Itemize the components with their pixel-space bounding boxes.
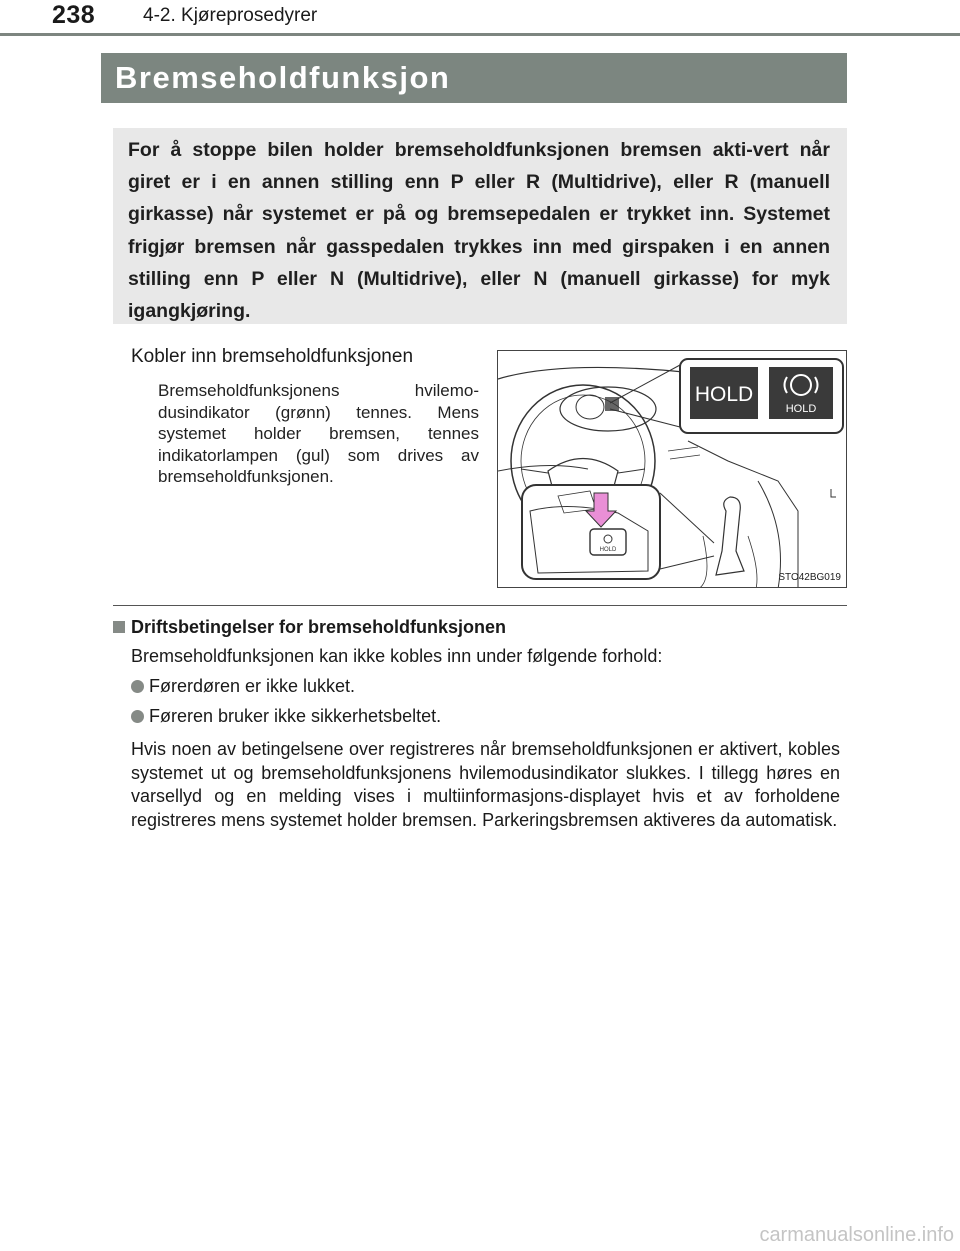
- watermark: carmanualsonline.info: [759, 1224, 954, 1246]
- leader-line-top-a: [610, 365, 680, 403]
- dot-bullet-icon: [131, 710, 144, 723]
- dot-bullet-icon: [131, 680, 144, 693]
- seat-outline: [758, 481, 781, 588]
- engage-heading: Kobler inn bremseholdfunksjonen: [131, 346, 414, 367]
- center-console: [688, 441, 798, 588]
- section-divider: [113, 605, 847, 606]
- intro-box: [113, 128, 847, 324]
- hold-symbol-label: HOLD: [785, 403, 817, 415]
- section-title: Bremseholdfunksjon: [101, 53, 847, 103]
- square-bullet-icon: [113, 621, 125, 633]
- leader-line-bottom-a: [660, 493, 714, 543]
- vent-lines: [668, 447, 700, 459]
- intro-text: For å stoppe bilen holder bremseholdfunksjonen bremsen akti-vert når giret er i en annen stilling enn P eller R (Multidrive), eller R (manuell girkasse) når systemet er på og bremsepedalen er trykket inn. Systemet frigjør bremsen når gasspedalen trykkes inn med girspaken i en annen stilling enn P eller N (Multidrive), eller N (manuell girkasse) for myk igangkjøring.: [128, 139, 830, 323]
- illustration-ref-code: STO42BG019: [778, 572, 841, 583]
- conditions-title: [113, 617, 506, 638]
- hold-switch-label: HOLD: [599, 547, 617, 553]
- condition-item-text: Førerdøren er ikke lukket.: [149, 676, 356, 696]
- hold-text-indicator: HOLD: [694, 383, 754, 406]
- illustration: [497, 350, 847, 588]
- section-path: 4-2. Kjøreprosedyrer: [143, 5, 318, 26]
- cluster-left-gauge: [576, 395, 604, 419]
- gear-lever: [716, 497, 744, 575]
- gear-boot: [698, 536, 757, 588]
- leader-line-bottom-b: [660, 556, 714, 569]
- condition-item-text: Føreren bruker ikke sikkerhetsbeltet.: [149, 706, 442, 726]
- edge-mark: [831, 489, 836, 497]
- conditions-intro: Bremseholdfunksjonen kan ikke kobles inn under følgende forhold:: [131, 646, 663, 666]
- page-number: 238: [52, 1, 96, 29]
- steering-spoke-left: [521, 469, 548, 473]
- engage-description: Bremseholdfunksjonens hvilemo-dusindikator (grønn) tennes. Mens systemet holder bremsen, tennes indikatorlampen (gul) som drives av bremseholdfunksjonen.: [158, 381, 479, 486]
- condition-item-seatbelt: [131, 706, 441, 727]
- steering-spoke-right: [618, 469, 645, 473]
- conditions-paragraph: Hvis noen av betingelsene over registreres når bremseholdfunksjonen er aktivert, kobles systemet ut og bremseholdfunksjonens hvilemodusindikator slukkes. I tillegg høres en varsellyd og en melding vises i multiinformasjons-displayet hvis et av forholdene registreres mens systemet holder bremsen. Parkeringsbremsen aktiveres da automatisk.: [131, 739, 840, 830]
- condition-item-driver-door: [131, 676, 355, 697]
- conditions-title-text: Driftsbetingelser for bremseholdfunksjonen: [131, 617, 507, 637]
- header-rule: [0, 33, 960, 36]
- leader-line-top-b: [610, 409, 680, 427]
